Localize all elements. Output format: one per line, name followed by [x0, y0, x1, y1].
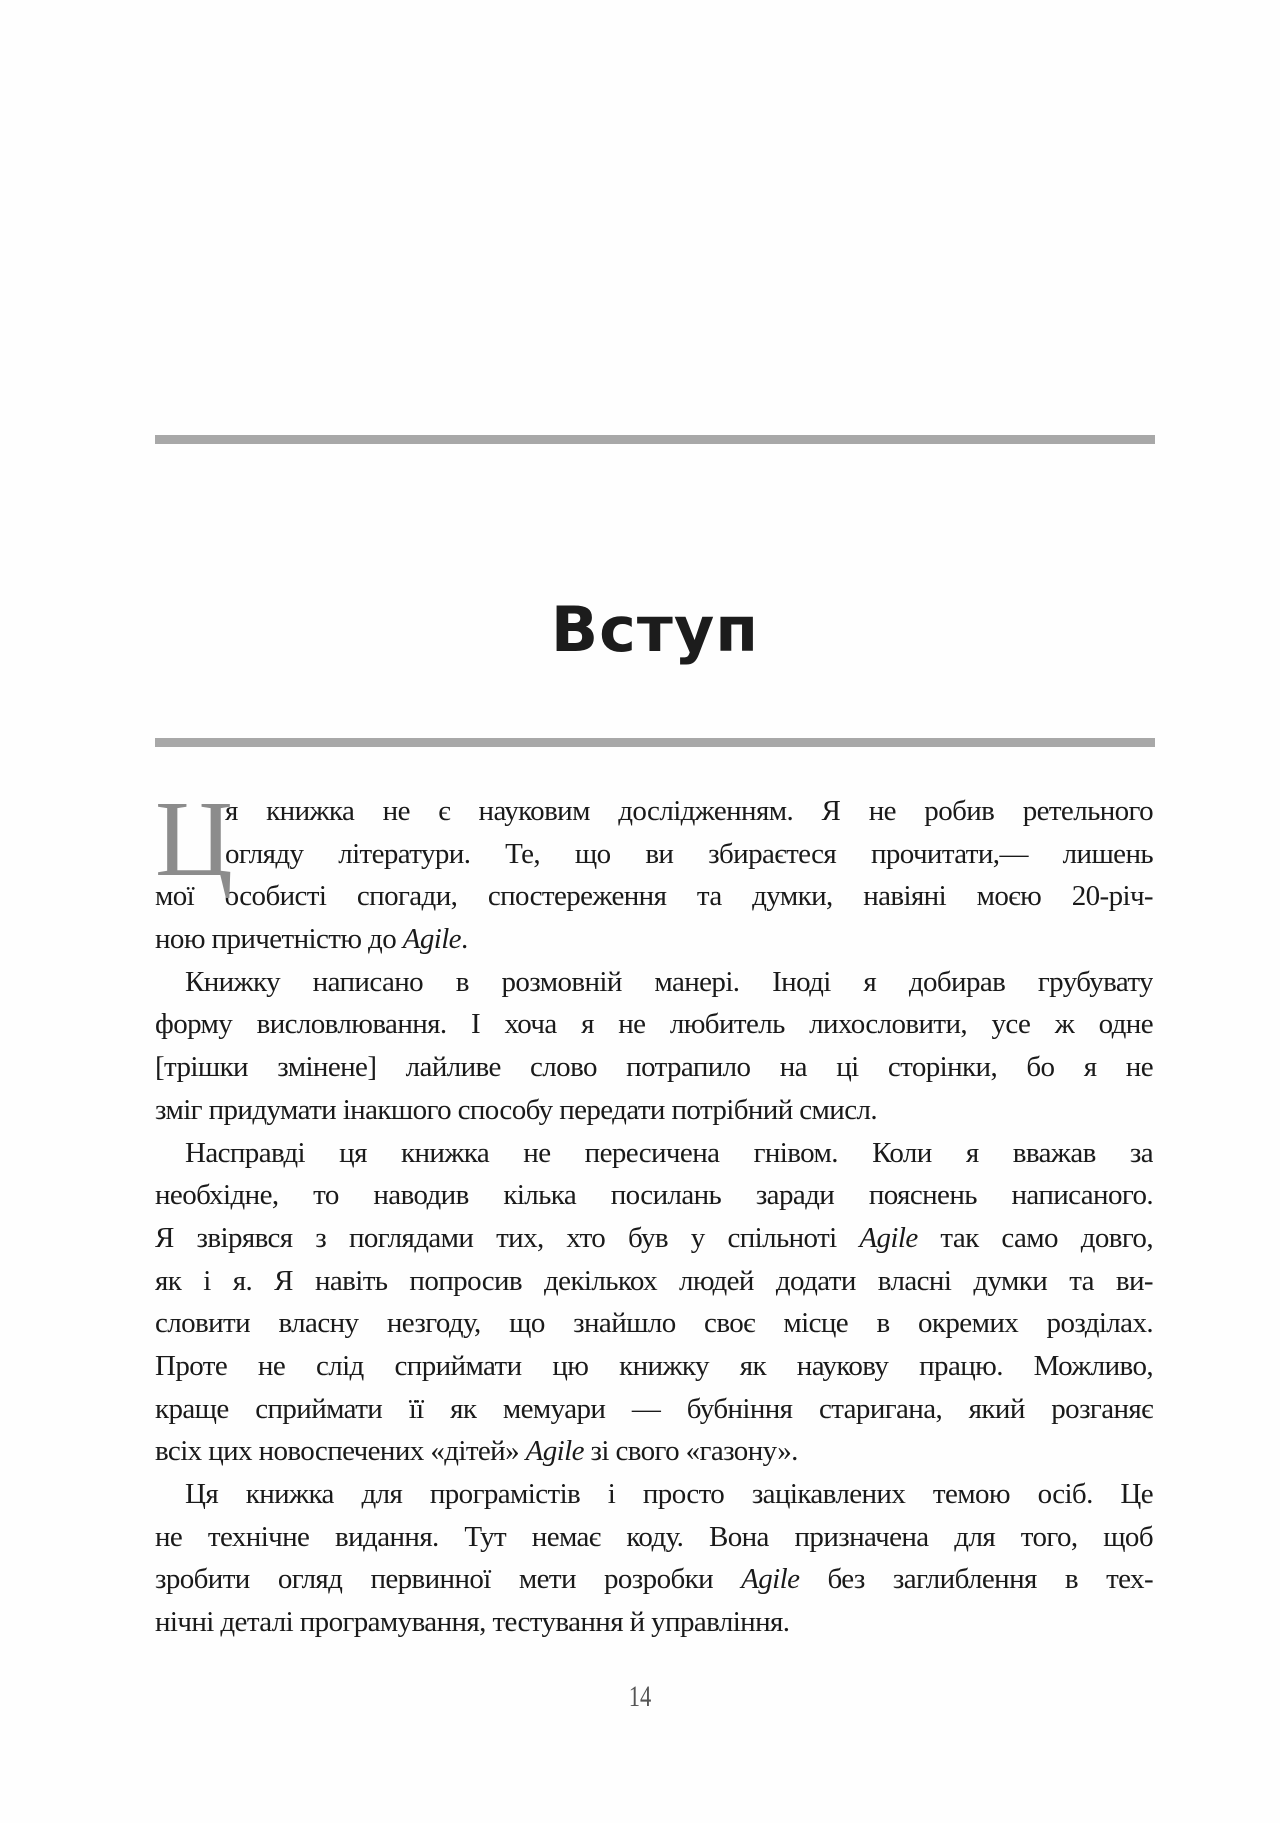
- paragraph-4: [155, 1473, 1153, 1644]
- text-line: ною причетністю до Agile.: [155, 923, 468, 956]
- italic-term: Agile: [525, 1435, 584, 1468]
- top-rule: [155, 435, 1155, 444]
- text-line: всіх цих новоспечених «дітей» Agile зі свого «газону».: [155, 1435, 798, 1468]
- text-line: словити власну незгоду, що знайшло своє місце в окремих розділах.: [155, 1307, 1153, 1340]
- text-line: зробити огляд первинної мети розробки Agile без заглиблення в тех-: [155, 1563, 1153, 1596]
- text-line: форму висловлювання. І хоча я не любитель лихословити, усе ж одне: [155, 1008, 1153, 1041]
- text-line: не технічне видання. Тут немає коду. Вона призначена для того, щоб: [155, 1520, 1153, 1553]
- page-number: 14: [628, 1680, 652, 1713]
- text-line: нічні деталі програмування, тестування й управління.: [155, 1606, 790, 1639]
- italic-term: Agile: [741, 1563, 800, 1596]
- text-line: краще сприймати її як мемуари — бубніння старигана, який розганяє: [155, 1392, 1153, 1425]
- text-line: як і я. Я навіть попросив декількох людей додати власні думки та ви-: [155, 1264, 1153, 1297]
- italic-term: Agile: [859, 1221, 918, 1254]
- text-line: Ця книжка для програмістів і просто зацікавлених темою осіб. Це: [185, 1478, 1153, 1510]
- text-line: Проте не слід сприймати цю книжку як наукову працю. Можливо,: [155, 1349, 1153, 1382]
- chapter-title: Вступ: [550, 592, 760, 666]
- paragraph-2: [155, 961, 1153, 1132]
- text-line: необхідне, то наводив кілька посилань заради пояснень написаного.: [155, 1179, 1153, 1212]
- paragraph-1: [155, 780, 1153, 961]
- text-line: мої особисті спогади, спостереження та думки, навіяні моєю 20-річ-: [155, 880, 1153, 913]
- body-text: [155, 780, 1153, 1644]
- text-line: Книжку написано в розмовній манері. Іноді я добирав грубувату: [185, 965, 1153, 998]
- italic-term: Agile: [402, 923, 461, 956]
- text-line: огляду літератури. Те, що ви збираєтеся прочитати,— лишень: [225, 837, 1153, 870]
- bottom-rule: [155, 738, 1155, 747]
- paragraph-3: [155, 1132, 1153, 1474]
- text-line: Я звірявся з поглядами тих, хто був у спільноті Agile так само довго,: [155, 1221, 1153, 1254]
- text-line: зміг придумати інакшого способу передати потрібний смисл.: [155, 1093, 878, 1126]
- text-line: Насправді ця книжка не пересичена гнівом. Коли я вважав за: [185, 1136, 1153, 1169]
- drop-cap: Ц: [155, 780, 233, 899]
- text-line: [трішки змінене] лайливе слово потрапило на ці сторінки, бо я не: [155, 1051, 1153, 1084]
- text-line: я книжка не є науковим дослідженням. Я не робив ретельного: [225, 795, 1153, 827]
